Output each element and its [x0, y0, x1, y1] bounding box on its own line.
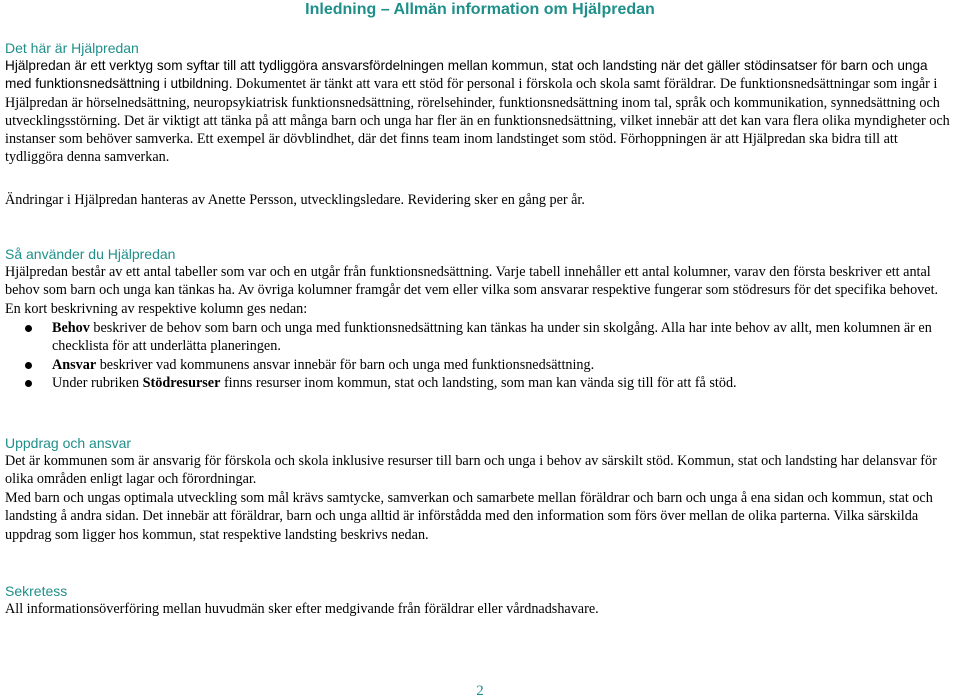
bullet-icon — [25, 325, 32, 332]
list-item-stodresurser — [5, 374, 955, 392]
section-paragraph-responsibility: Det är kommunen som är ansvarig för förskola och skola inklusive resurser till barn och unga i behov av särskilt stöd. Kommun, stat och landsting har delansvar för olika områden enligt lagar och förordningar. — [5, 453, 937, 488]
intro-text-purpose: Dokumentet är tänkt att vara ett stöd för personal i förskola och skola samt föräldrar. — [232, 76, 717, 93]
section-paragraph-intro — [5, 57, 955, 167]
section-heading-sekretess: Sekretess — [5, 583, 68, 599]
column-description-list — [5, 319, 955, 392]
list-item-behov — [5, 319, 955, 356]
desc-stodresurser: finns resurser inom kommun, stat och landsting, som man kan vända sig till för att få stöd. — [220, 374, 737, 391]
page-number: 2 — [476, 683, 484, 699]
term-behov: Behov — [52, 320, 90, 336]
list-item-ansvar — [5, 356, 955, 374]
section-paragraph-collaboration: Med barn och ungas optimala utveckling som mål krävs samtycke, samverkan och samarbete mellan föräldrar och barn och unga å ena sidan och kommun, stat och landsting å andra sidan. Det innebär att föräldrar, barn och unga alltid är införstådda med den information som förs över mellan de olika parterna. Vilka särskilda uppdrag som ligger hos kommun, stat respektive landsting beskrivs nedan. — [5, 490, 933, 543]
intro-text-disabilities: De funktionsnedsättningar som ingår i Hjälpredan är hörselnedsättning, neuropsykiatrisk funktionsnedsättning, rörelsehinder, funktionsnedsättning inom tal, språk och kommunikation, synnedsättning och utvecklingsstörning. — [5, 76, 940, 129]
desc-ansvar: beskriver vad kommunens ansvar innebär för barn och unga med funktionsnedsättning. — [96, 356, 595, 373]
section-heading-uppdrag-och-ansvar: Uppdrag och ansvar — [5, 435, 132, 451]
intro-text-collaboration: Det är viktigt att tänka på att många barn och unga har fler än en funktionsnedsättning, vilket innebär att det kan vara flera olika myndigheter och instanser som behöver samverka. Ett exempel är dövblindhet, där det finns team inom landstinget som stöd. Förhoppningen är att Hjälpredan ska bidra till att tydliggöra denna samverkan. — [5, 112, 950, 166]
intro-text-sans: Hjälpredan är ett verktyg som syftar till att tydliggöra ansvarsfördelningen mellan kommun, stat och landsting när det gäller stödinsatser för barn och unga med funktionsnedsättning i utbildning. — [5, 58, 928, 92]
term-ansvar: Ansvar — [52, 356, 97, 373]
bullet-icon — [25, 380, 32, 387]
desc-behov: beskriver de behov som barn och unga med funktionsnedsättning kan tänkas ha under sin skolgång. Alla har inte behov av allt, men kolumnen är en checklista för att underlätta planeringen. — [52, 320, 932, 355]
document-title: Inledning – Allmän information om Hjälpredan — [305, 1, 655, 18]
section-paragraph-changes: Ändringar i Hjälpredan hanteras av Anette Persson, utvecklingsledare. Revidering sker en gång per år. — [5, 192, 585, 208]
section-paragraph-usage: Hjälpredan består av ett antal tabeller som var och en utgår från funktionsnedsättning. Varje tabell innehåller ett antal kolumner, varav den första beskriver ett antal behov som barn och unga kan tänkas ha. Av övriga kolumner framgår det vem eller vilka som ansvarar respektive fungerar som stödresurs för det specifika behovet. En kort beskrivning av respektive kolumn ges nedan: — [5, 264, 939, 317]
section-heading-sa-anvander-du: Så använder du Hjälpredan — [5, 246, 176, 262]
section-heading-det-har-ar-hjalpredan: Det här är Hjälpredan — [5, 40, 139, 56]
bullet-icon — [25, 362, 32, 369]
section-paragraph-secrecy: All informationsöverföring mellan huvudmän sker efter medgivande från föräldrar eller vårdnadshavare. — [5, 601, 599, 617]
prefix-stodresurser: Under rubriken — [52, 374, 143, 391]
term-stodresurser: Stödresurser — [142, 374, 221, 391]
